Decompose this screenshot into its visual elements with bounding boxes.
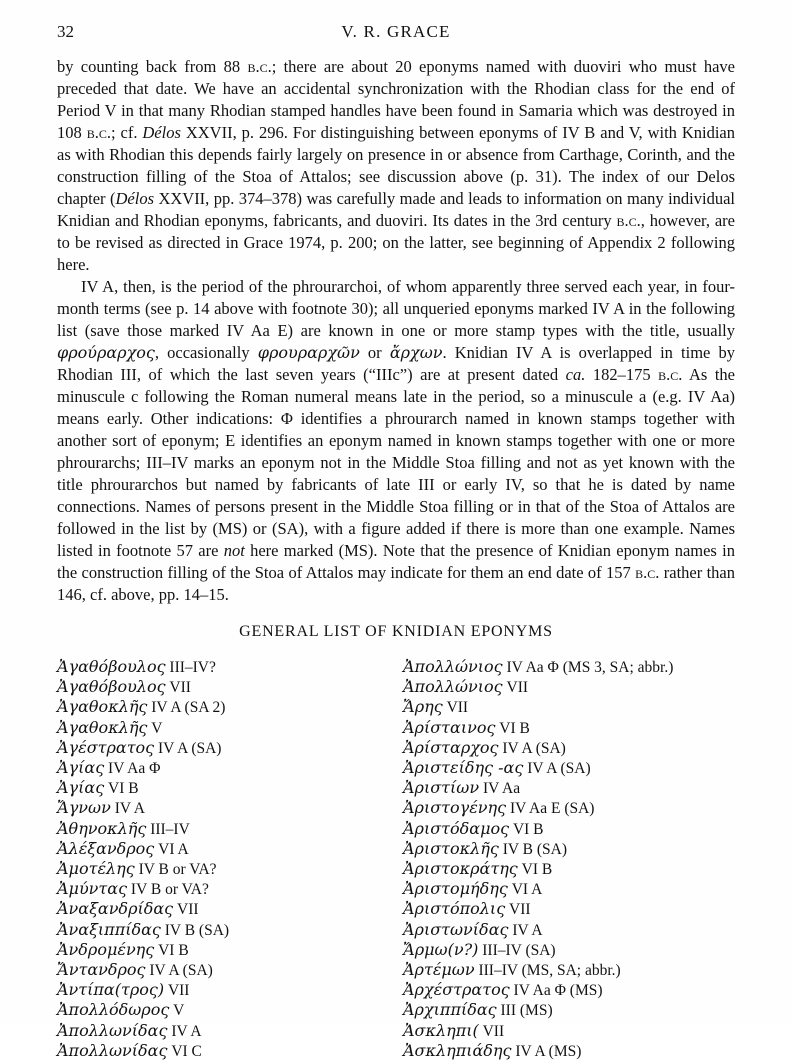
text-segment: IV A, then, is the period of the phrourarchoi, of whom apparently three served each year, in four-month terms (see p. 14 above with footnote 30); all unqueried eponyms marked IV A in the following list (save those marked IV Aa E) are known in one or more stamp types with the title, usually bbox=[57, 277, 735, 340]
eponym-name: Ἀρίσταρχος bbox=[403, 737, 499, 757]
text-segment: ca. bbox=[565, 365, 586, 384]
eponym-item bbox=[403, 920, 735, 940]
eponym-item bbox=[403, 778, 735, 798]
eponym-period: IV B (SA) bbox=[160, 921, 230, 939]
eponym-name: Ἀγαθόβουλος bbox=[57, 677, 166, 697]
text-segment: or bbox=[359, 343, 390, 362]
eponym-period: IV B or VA? bbox=[134, 861, 217, 879]
text-segment: b.c. bbox=[247, 57, 272, 76]
text-segment: XXVII, p. 296. For distinguishing between eponyms of IV B and V, with Knidian as with Rhodian this depends fairly largely on presence in or absence from Carthage, Corinth, and the construction filling of the Stoa of Attalos; see discussion above (p. 31). The index of our Delos chapter ( bbox=[57, 123, 736, 208]
text-segment: b.c. bbox=[616, 211, 641, 230]
text-segment: rather than 146, cf. above, pp. 14–15. bbox=[57, 563, 735, 604]
eponym-item bbox=[57, 839, 403, 859]
eponym-item bbox=[403, 839, 735, 859]
body-paragraphs bbox=[57, 56, 735, 606]
eponym-name: Ἄρμω(ν?) bbox=[403, 939, 479, 959]
eponym-period: IV A (SA 2) bbox=[147, 699, 226, 717]
eponym-name: Ἀπολλωνίδας bbox=[57, 1040, 168, 1060]
eponym-name: Ἀριστομήδης bbox=[403, 879, 508, 899]
eponym-name: Ἀπολλώνιος bbox=[403, 657, 503, 676]
eponym-name: Ἀναξιππίδας bbox=[57, 919, 161, 939]
eponym-item bbox=[403, 980, 735, 1000]
eponym-item bbox=[57, 960, 403, 980]
eponym-period: IV B or VA? bbox=[127, 881, 209, 899]
eponym-item bbox=[57, 718, 403, 738]
eponym-period: IV Aa Φ (MS) bbox=[509, 982, 603, 1000]
greek-term: φρούραρχος bbox=[57, 343, 155, 362]
eponym-period: VII bbox=[478, 1022, 505, 1040]
eponym-period: IV Aa Φ (MS 3, SA; abbr.) bbox=[502, 659, 674, 676]
eponym-item bbox=[403, 798, 735, 818]
eponym-name: Ἀμοτέλης bbox=[57, 859, 135, 879]
eponym-period: III–IV? bbox=[165, 659, 216, 676]
text-segment: Délos bbox=[142, 123, 181, 142]
eponym-name: Ἀριστείδης -ας bbox=[403, 758, 524, 778]
eponym-name: Ἀμύντας bbox=[57, 879, 128, 899]
eponym-period: VII bbox=[164, 982, 190, 1000]
text-segment: here marked (MS). Note that the presence of Knidian eponym names in the construction filling of the Stoa of Attalos may indicate for them an end date of 157 bbox=[57, 541, 735, 582]
eponym-item bbox=[403, 697, 735, 717]
eponym-name: Ἀπολλόδωρος bbox=[57, 1000, 170, 1020]
eponym-item bbox=[57, 920, 403, 940]
eponym-period: VI B bbox=[509, 820, 544, 838]
eponym-period: VI C bbox=[167, 1042, 202, 1060]
eponym-item bbox=[57, 819, 403, 839]
eponym-period: III–IV (SA) bbox=[478, 941, 556, 959]
eponym-name: Ἀριστοκράτης bbox=[403, 859, 518, 879]
eponym-item bbox=[57, 657, 403, 677]
eponym-item bbox=[403, 738, 735, 758]
section-heading: GENERAL LIST OF KNIDIAN EPONYMS bbox=[239, 623, 553, 640]
paragraph bbox=[57, 56, 735, 276]
eponym-item bbox=[57, 1000, 403, 1020]
eponym-period: VI B bbox=[154, 941, 189, 959]
eponym-name: Ἄρης bbox=[403, 697, 443, 717]
eponym-period: III–IV bbox=[146, 820, 190, 838]
text-segment: b.c. bbox=[635, 563, 660, 582]
text-segment: , occasionally bbox=[154, 343, 258, 362]
eponym-list bbox=[57, 657, 735, 1061]
eponym-period: III–IV (MS, SA; abbr.) bbox=[474, 962, 621, 980]
eponym-period: VI A bbox=[154, 840, 189, 858]
greek-term: ἄρχων bbox=[389, 343, 443, 362]
eponym-item bbox=[57, 677, 403, 697]
eponym-item bbox=[403, 940, 735, 960]
eponym-name: Ἀσκληπι( bbox=[403, 1020, 479, 1040]
eponym-item bbox=[403, 1021, 735, 1041]
eponym-period: VI B bbox=[495, 719, 530, 737]
eponym-item bbox=[403, 859, 735, 879]
eponym-column-right bbox=[403, 657, 735, 1061]
eponym-name: Ἀριστίων bbox=[403, 778, 480, 798]
eponym-item bbox=[57, 778, 403, 798]
eponym-name: Ἀριστογένης bbox=[403, 798, 507, 818]
text-segment: . Knidian IV A is overlapped in time by Rhodian III, of which the last seven years (“IIIc”) are at present dated bbox=[57, 343, 735, 384]
text-segment: 182–175 bbox=[585, 365, 659, 384]
running-head: V. R. GRACE bbox=[341, 22, 451, 41]
eponym-item bbox=[403, 899, 735, 919]
text-segment: XXVII, pp. 374–378) was carefully made and leads to information on many individual Knidian and Rhodian eponyms, fabricants, and duoviri. Its dates in the 3rd century bbox=[57, 189, 736, 230]
eponym-period: VII bbox=[502, 679, 529, 697]
eponym-period: IV Aa Φ bbox=[104, 760, 161, 778]
eponym-period: VII bbox=[442, 699, 469, 717]
text-segment: by counting back from 88 bbox=[57, 57, 248, 76]
eponym-period: V bbox=[169, 1002, 185, 1020]
eponym-item bbox=[57, 859, 403, 879]
eponym-name: Ἀρχέστρατος bbox=[403, 980, 510, 1000]
eponym-item bbox=[403, 1041, 735, 1061]
paragraph bbox=[57, 276, 735, 606]
eponym-item bbox=[57, 980, 403, 1000]
text-segment: As the minuscule c following the Roman numeral means late in the period, so a minuscule a (e.g. IV Aa) means early. Other indications: Φ identifies a phrourarch named in known stamps together with another sort of eponym; E identifies an eponym named in known stamps together with one or more phrourarchs; III–IV marks an eponym not in the Middle Stoa filling and not as yet known with the title phrourarchos but named by fabricants of late III or early IV, so that he is dated by name connections. Names of persons present in the Middle Stoa filling or in that of the Stoa of Attalos are followed in the list by (MS) or (SA), with a figure added if there is more than one example. Names listed in footnote 57 are bbox=[57, 365, 735, 560]
eponym-name: Ἀνδρομένης bbox=[57, 939, 155, 959]
eponym-item bbox=[57, 899, 403, 919]
eponym-name: Ἀρχιππίδας bbox=[403, 1000, 497, 1020]
eponym-item bbox=[403, 677, 735, 697]
eponym-name: Ἀσκληπιάδης bbox=[403, 1040, 512, 1060]
eponym-period: IV A bbox=[110, 800, 145, 818]
eponym-period: VII bbox=[165, 679, 191, 697]
eponym-name: Ἀγέστρατος bbox=[57, 737, 155, 757]
eponym-name: Ἀρτέμων bbox=[403, 960, 475, 980]
eponym-name: Ἀρίσταινος bbox=[403, 717, 496, 737]
page-number: 32 bbox=[57, 22, 74, 41]
eponym-name: Ἀγαθόβουλος bbox=[57, 657, 166, 676]
eponym-name: Ἀθηνοκλῆς bbox=[57, 818, 147, 838]
eponym-period: IV A (SA) bbox=[498, 739, 566, 757]
eponym-item bbox=[57, 1041, 403, 1061]
eponym-period: VII bbox=[505, 901, 531, 919]
eponym-name: Ἀπολλώνιος bbox=[403, 677, 503, 697]
eponym-period: III (MS) bbox=[496, 1002, 553, 1020]
text-segment: ; cf. bbox=[110, 123, 143, 142]
text-segment: b.c. bbox=[86, 123, 111, 142]
text-segment: not bbox=[223, 541, 245, 560]
eponym-period: VII bbox=[173, 901, 199, 919]
text-segment: Délos bbox=[115, 189, 154, 208]
eponym-item bbox=[57, 738, 403, 758]
eponym-item bbox=[403, 1000, 735, 1020]
eponym-name: Ἀγίας bbox=[57, 778, 105, 798]
eponym-item bbox=[403, 758, 735, 778]
eponym-period: VI A bbox=[507, 881, 543, 899]
eponym-item bbox=[57, 1021, 403, 1041]
eponym-period: IV A (SA) bbox=[154, 739, 222, 757]
eponym-name: Ἀλέξανδρος bbox=[57, 838, 155, 858]
eponym-period: VI B bbox=[517, 861, 553, 879]
eponym-name: Ἀριστόπολις bbox=[403, 899, 506, 919]
eponym-period: VI B bbox=[104, 780, 139, 798]
eponym-item bbox=[57, 758, 403, 778]
eponym-name: Ἀντίπα(τρος) bbox=[57, 980, 165, 1000]
eponym-name: Ἀριστοκλῆς bbox=[403, 838, 499, 858]
eponym-item bbox=[57, 879, 403, 899]
eponym-period: IV Aa bbox=[479, 780, 521, 798]
eponym-item bbox=[403, 879, 735, 899]
eponym-period: IV A bbox=[508, 921, 543, 939]
eponym-item bbox=[57, 798, 403, 818]
eponym-item bbox=[403, 718, 735, 738]
eponym-name: Ἀριστωνίδας bbox=[403, 919, 509, 939]
eponym-name: Ἄγνων bbox=[57, 798, 111, 818]
eponym-name: Ἀγαθοκλῆς bbox=[57, 717, 148, 737]
text-segment: ; there are about 20 eponyms named with duoviri who must have preceded that date. We have an accidental synchronization with the Rhodian class for the end of Period V in that many Rhodian stamped handles have been found in Samaria which was destroyed in 108 bbox=[57, 57, 735, 142]
eponym-name: Ἀπολλωνίδας bbox=[57, 1020, 168, 1040]
eponym-period: V bbox=[147, 719, 163, 737]
eponym-period: IV B (SA) bbox=[498, 840, 568, 858]
eponym-item bbox=[57, 940, 403, 960]
eponym-period: IV A bbox=[167, 1022, 202, 1040]
eponym-name: Ἀριστόδαμος bbox=[403, 818, 510, 838]
eponym-name: Ἀναξανδρίδας bbox=[57, 899, 174, 919]
eponym-name: Ἀγαθοκλῆς bbox=[57, 697, 148, 717]
eponym-item bbox=[403, 819, 735, 839]
eponym-item bbox=[403, 657, 735, 677]
eponym-period: IV Aa E (SA) bbox=[506, 800, 595, 818]
eponym-period: IV A (SA) bbox=[523, 760, 591, 778]
eponym-period: IV A (SA) bbox=[145, 962, 213, 980]
greek-term: φρουραρχῶν bbox=[257, 343, 360, 362]
eponym-item bbox=[403, 960, 735, 980]
eponym-name: Ἀγίας bbox=[57, 758, 105, 778]
eponym-name: Ἄντανδρος bbox=[57, 960, 146, 980]
eponym-period: IV A (MS) bbox=[511, 1042, 582, 1060]
page-header bbox=[57, 22, 735, 42]
text-segment: b.c. bbox=[658, 365, 683, 384]
eponym-item bbox=[57, 697, 403, 717]
eponym-column-left bbox=[57, 657, 403, 1061]
text-segment: , however, are to be revised as directed in Grace 1974, p. 200; on the latter, see beginning of Appendix 2 following here. bbox=[57, 211, 735, 274]
